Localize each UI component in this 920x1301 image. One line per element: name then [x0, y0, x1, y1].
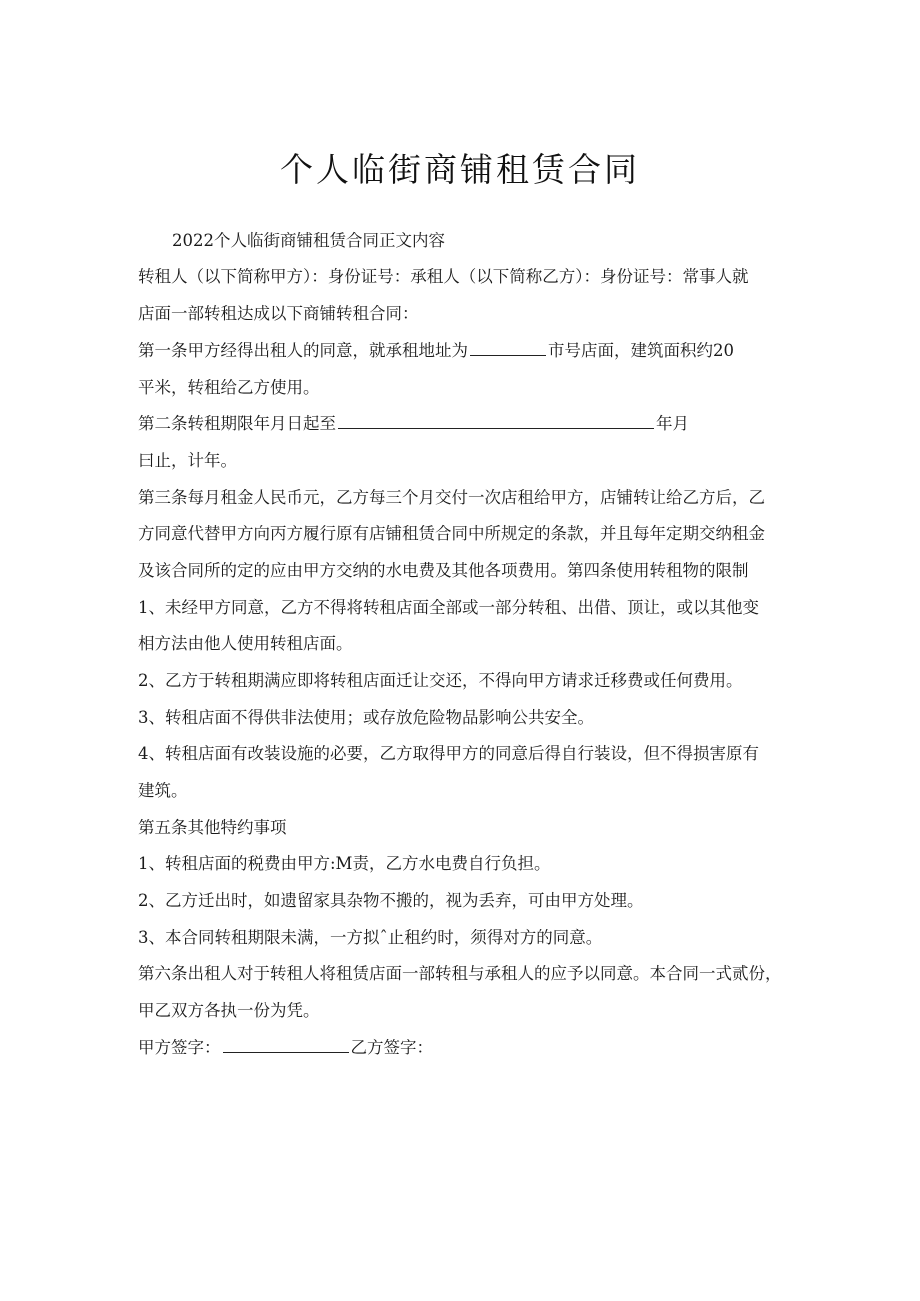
paragraph-line: 甲乙双方各执一份为凭。	[138, 1001, 320, 1020]
article-1-line	[138, 339, 734, 363]
paragraph-line: 第三条每月租金人民币元，乙方每三个月交付一次店租给甲方，店铺转让给乙方后，乙	[138, 488, 765, 507]
paragraph-line: 第六条出租人对于转租人将租赁店面一部转租与承租人的应予以同意。本合同一式贰份，	[138, 964, 782, 983]
section-heading: 第五条其他特约事项	[138, 818, 287, 837]
date-blank	[338, 414, 654, 429]
paragraph-line: 2、乙方迁出时，如遗留家具杂物不搬的，视为丢弃，可由甲方处理。	[138, 891, 644, 910]
paragraph-line: 1、未经甲方同意，乙方不得将转租店面全部或一部分转租、出借、顶让，或以其他变	[138, 598, 759, 617]
paragraph-line: 2、乙方于转租期满应即将转租店面迁让交还，不得向甲方请求迁移费或任何费用。	[138, 671, 743, 690]
paragraph-line: 方同意代替甲方向丙方履行原有店铺租赁合同中所规定的条款，并且每年定期交纳租金	[138, 524, 765, 543]
paragraph-line: 店面一部转租达成以下商铺转租合同：	[138, 304, 419, 323]
document-subtitle: 2022个人临街商铺租赁合同正文内容	[172, 231, 445, 250]
paragraph-line: 4、转租店面有改装设施的必要，乙方取得甲方的同意后得自行装设，但不得损害原有	[138, 744, 759, 763]
article-2-text-before: 第二条转租期限年月日起至	[138, 414, 336, 433]
paragraph-line: 转租人（以下简称甲方）：身份证号：承租人（以下简称乙方）：身份证号：常事人就	[138, 267, 749, 286]
address-blank	[470, 341, 546, 356]
paragraph-line: 平米，转租给乙方使用。	[138, 378, 320, 397]
party-b-signature-label: 乙方签字：	[350, 1038, 433, 1057]
paragraph-line: 及该合同所的定的应由甲方交纳的水电费及其他各项费用。第四条使用转租物的限制	[138, 561, 749, 580]
signature-line	[138, 1036, 433, 1060]
article-1-text-before: 第一条甲方经得出租人的同意，就承租地址为	[138, 341, 468, 360]
paragraph-line: 3、转租店面不得供非法使用；或存放危险物品影响公共安全。	[138, 708, 594, 727]
paragraph-line: 建筑。	[138, 781, 188, 800]
paragraph-line: 相方法由他人使用转租店面。	[138, 634, 353, 653]
article-2-text-after: 年月	[656, 414, 689, 433]
paragraph-line: 1、转租店面的税费由甲方:M责，乙方水电费自行负担。	[138, 854, 551, 873]
paragraph-line: 3、本合同转租期限未满，一方拟ˆ止租约时，须得对方的同意。	[138, 928, 603, 947]
party-a-signature-label: 甲方签字：	[138, 1038, 221, 1057]
party-a-signature-blank	[223, 1038, 349, 1053]
paragraph-line: 曰止，计年。	[138, 451, 237, 470]
article-1-text-after: 市号店面，建筑面积约20	[548, 341, 734, 360]
document-title: 个人临街商铺租赁合同	[280, 150, 640, 189]
article-2-line	[138, 412, 689, 436]
